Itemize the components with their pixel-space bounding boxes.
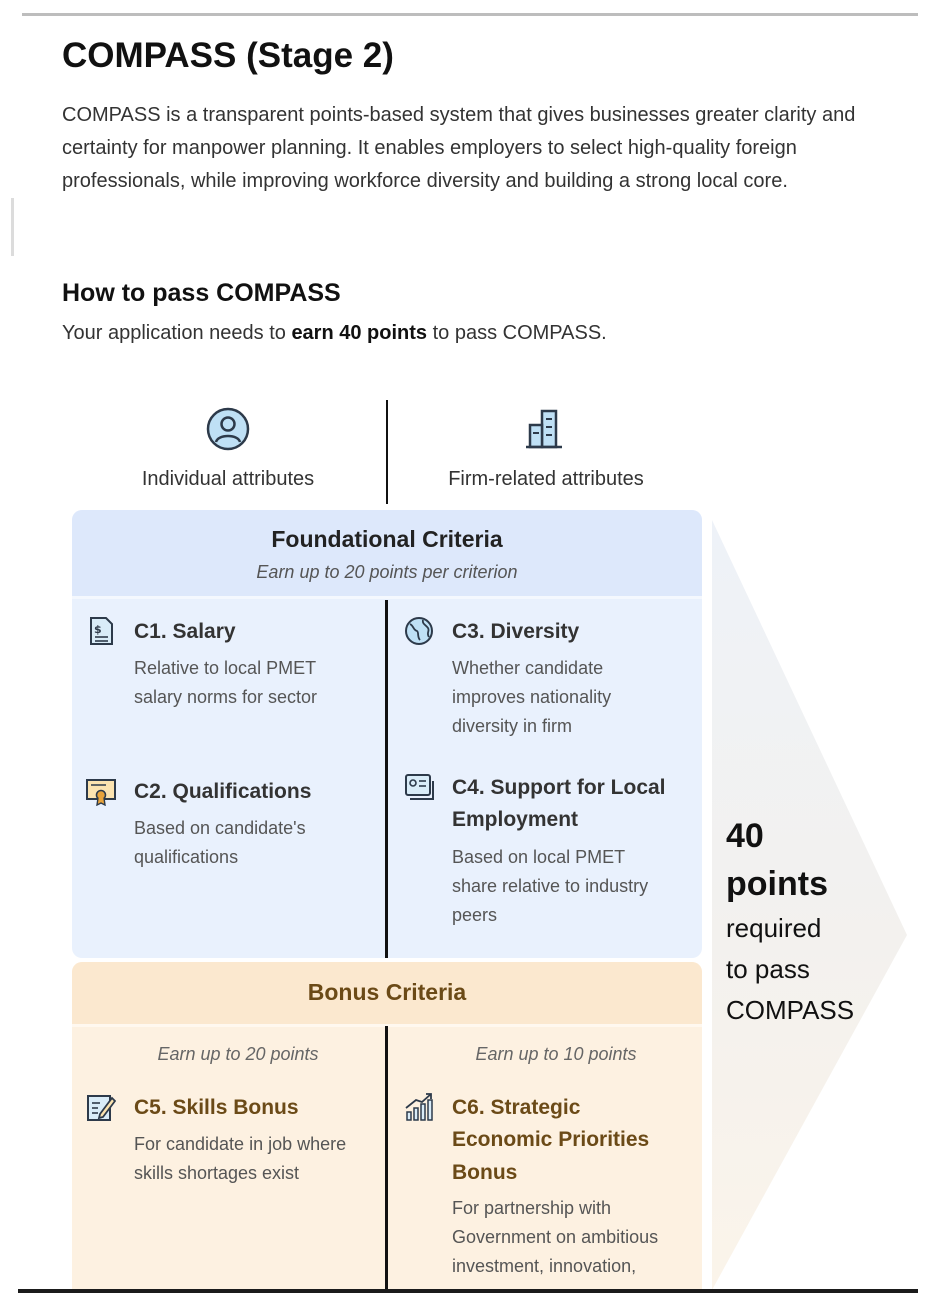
c2-title: C2. Qualifications (134, 780, 312, 803)
criterion-c1 (86, 616, 376, 716)
payslip-icon (86, 616, 116, 646)
c6-title-line3: Bonus (452, 1161, 518, 1184)
c5-desc-line1: For candidate in job where (134, 1134, 347, 1154)
top-divider (22, 13, 918, 16)
c3-desc-line3: diversity in firm (452, 716, 573, 736)
c1-title: C1. Salary (134, 620, 236, 643)
individual-attributes-header (98, 405, 358, 491)
edit-doc-icon (86, 1092, 116, 1122)
page-title: COMPASS (Stage 2) (62, 36, 394, 75)
c5-earn-label: Earn up to 20 points (157, 1044, 319, 1064)
criterion-c6 (404, 1092, 694, 1288)
svg-text:$: $ (94, 623, 102, 636)
criterion-c5 (86, 1092, 381, 1192)
points-number: 40 (726, 817, 764, 855)
intro-paragraph: COMPASS is a transparent points-based system that gives businesses greater clarity and certainty for manpower planning. It enables employers to select high-quality foreign professionals, while improving workforce diversity and building a strong local core. (62, 104, 856, 192)
total-points-summary (726, 812, 854, 1031)
foundational-subtitle: Earn up to 20 points per criterion (256, 562, 518, 582)
globe-icon (404, 616, 434, 646)
c6-earn-label: Earn up to 10 points (475, 1044, 637, 1064)
c4-desc-line2: share relative to industry (452, 876, 649, 896)
column-divider (386, 400, 388, 504)
summary-line1: required (726, 913, 822, 943)
pass-text-start: Your application needs to (62, 322, 292, 344)
c3-title: C3. Diversity (452, 620, 580, 643)
c3-desc-line1: Whether candidate (452, 658, 604, 678)
c6-title-line1: C6. Strategic (452, 1096, 581, 1119)
c2-desc-line2: qualifications (134, 847, 239, 867)
c2-desc-line1: Based on candidate's (134, 818, 306, 838)
c1-desc-line2: salary norms for sector (134, 687, 318, 707)
bonus-divider (385, 1026, 388, 1290)
c4-desc-line1: Based on local PMET (452, 847, 626, 867)
growth-chart-icon (404, 1092, 434, 1122)
c5-title: C5. Skills Bonus (134, 1096, 299, 1119)
c5-desc-line2: skills shortages exist (134, 1163, 300, 1183)
c4-title-line2: Employment (452, 808, 579, 831)
summary-line2: to pass (726, 954, 810, 984)
c6-desc-line3: investment, innovation, (452, 1256, 637, 1276)
person-icon (204, 405, 252, 453)
bonus-title: Bonus Criteria (307, 979, 467, 1005)
buildings-icon (522, 405, 570, 453)
pass-text-bold: earn 40 points (291, 322, 428, 344)
c6-title-line2: Economic Priorities (452, 1128, 650, 1151)
section-title: How to pass COMPASS (62, 279, 341, 307)
firm-attributes-header (416, 405, 676, 491)
criterion-c4 (404, 772, 694, 932)
c6-desc-line2: Government on ambitious (452, 1227, 659, 1247)
id-card-icon (404, 772, 434, 802)
pass-text-end: to pass COMPASS. (427, 322, 607, 344)
foundational-title: Foundational Criteria (271, 526, 503, 552)
c1-desc-line1: Relative to local PMET (134, 658, 317, 678)
c4-desc-line3: peers (452, 905, 498, 925)
criterion-c2 (86, 776, 376, 876)
foundational-criteria-header (72, 510, 702, 599)
individual-attributes-label: Individual attributes (141, 468, 315, 490)
c3-desc-line2: improves nationality (452, 687, 612, 707)
scroll-indicator (11, 198, 14, 256)
points-unit: points (726, 865, 828, 903)
foundational-divider (385, 600, 388, 958)
pass-requirement (62, 322, 607, 345)
firm-attributes-label: Firm-related attributes (448, 468, 644, 490)
bottom-divider (18, 1289, 918, 1293)
criterion-c3 (404, 616, 694, 746)
c6-desc-line1: For partnership with (452, 1198, 612, 1218)
certificate-icon (86, 776, 116, 806)
c4-title-line1: C4. Support for Local (452, 776, 666, 799)
bonus-criteria-header (72, 962, 702, 1027)
summary-line3: COMPASS (726, 995, 855, 1025)
